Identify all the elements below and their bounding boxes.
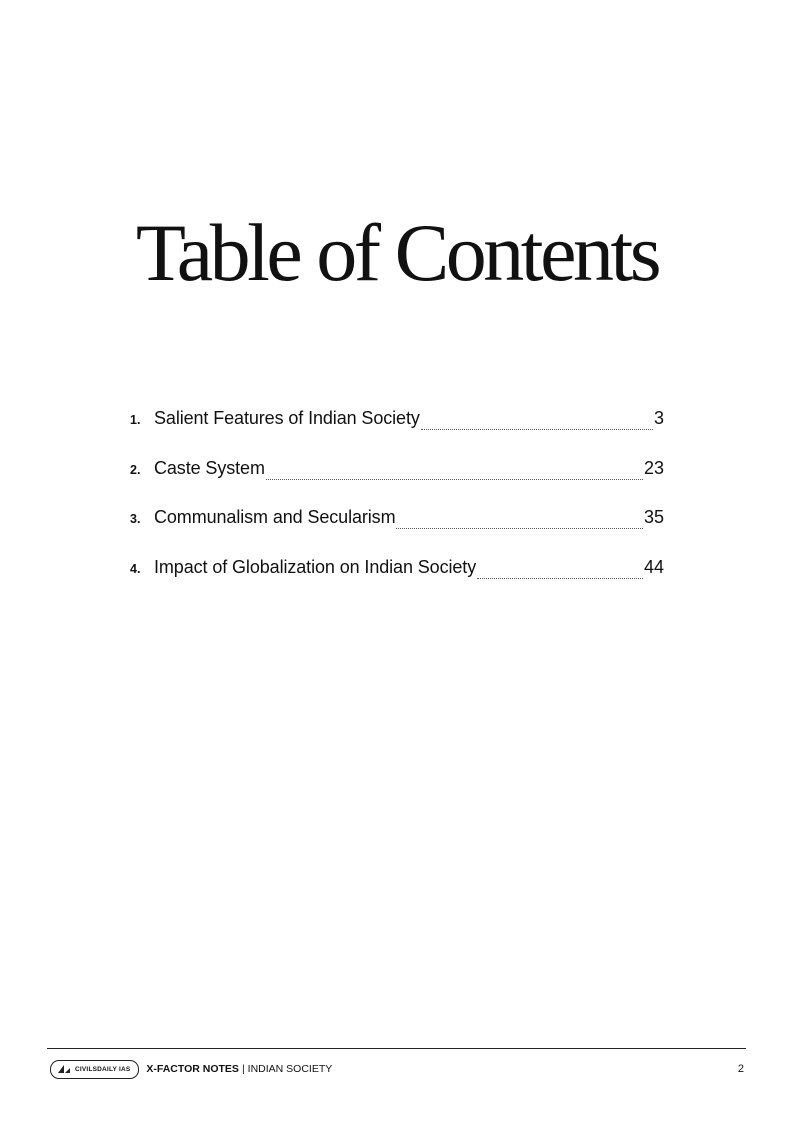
- table-of-contents: [130, 408, 664, 606]
- toc-entry-number: 3.: [130, 512, 141, 526]
- toc-entry-page: 35: [643, 507, 664, 527]
- toc-entry-title: Caste System: [154, 457, 265, 478]
- toc-entry-number: 2.: [130, 462, 141, 477]
- footer-separator: |: [241, 1063, 245, 1075]
- page-footer: [50, 1059, 746, 1079]
- toc-entry-globalization[interactable]: [130, 557, 664, 585]
- toc-entry-salient-features[interactable]: [130, 408, 664, 436]
- toc-entry-number: 1.: [130, 413, 141, 427]
- toc-entry-title: Salient Features of Indian Society: [154, 408, 420, 428]
- toc-entry-page: 23: [643, 457, 664, 478]
- civilsdaily-logo-icon: [57, 1064, 71, 1074]
- toc-entry-page: 44: [643, 556, 664, 577]
- dot-leader: [266, 479, 643, 480]
- toc-entry-number: 4.: [130, 561, 141, 576]
- toc-entry-page: 3: [653, 408, 664, 428]
- dot-leader: [421, 429, 653, 430]
- footer-brand: X-FACTOR NOTES: [146, 1063, 239, 1075]
- footer-subject: INDIAN SOCIETY: [247, 1063, 333, 1075]
- toc-entry-title: Impact of Globalization on Indian Society: [154, 556, 477, 577]
- toc-entry-caste-system[interactable]: [130, 458, 664, 486]
- toc-entry-title: Communalism and Secularism: [154, 507, 396, 527]
- page-title: Table of Contents: [135, 207, 659, 298]
- dot-leader: [396, 528, 642, 529]
- civilsdaily-logo: [50, 1060, 139, 1079]
- dot-leader: [477, 578, 643, 579]
- logo-text: CIVILSDAILY IAS: [75, 1065, 131, 1073]
- page-number: 2: [737, 1063, 744, 1075]
- toc-entry-communalism[interactable]: [130, 507, 664, 535]
- footer-divider: [47, 1048, 746, 1049]
